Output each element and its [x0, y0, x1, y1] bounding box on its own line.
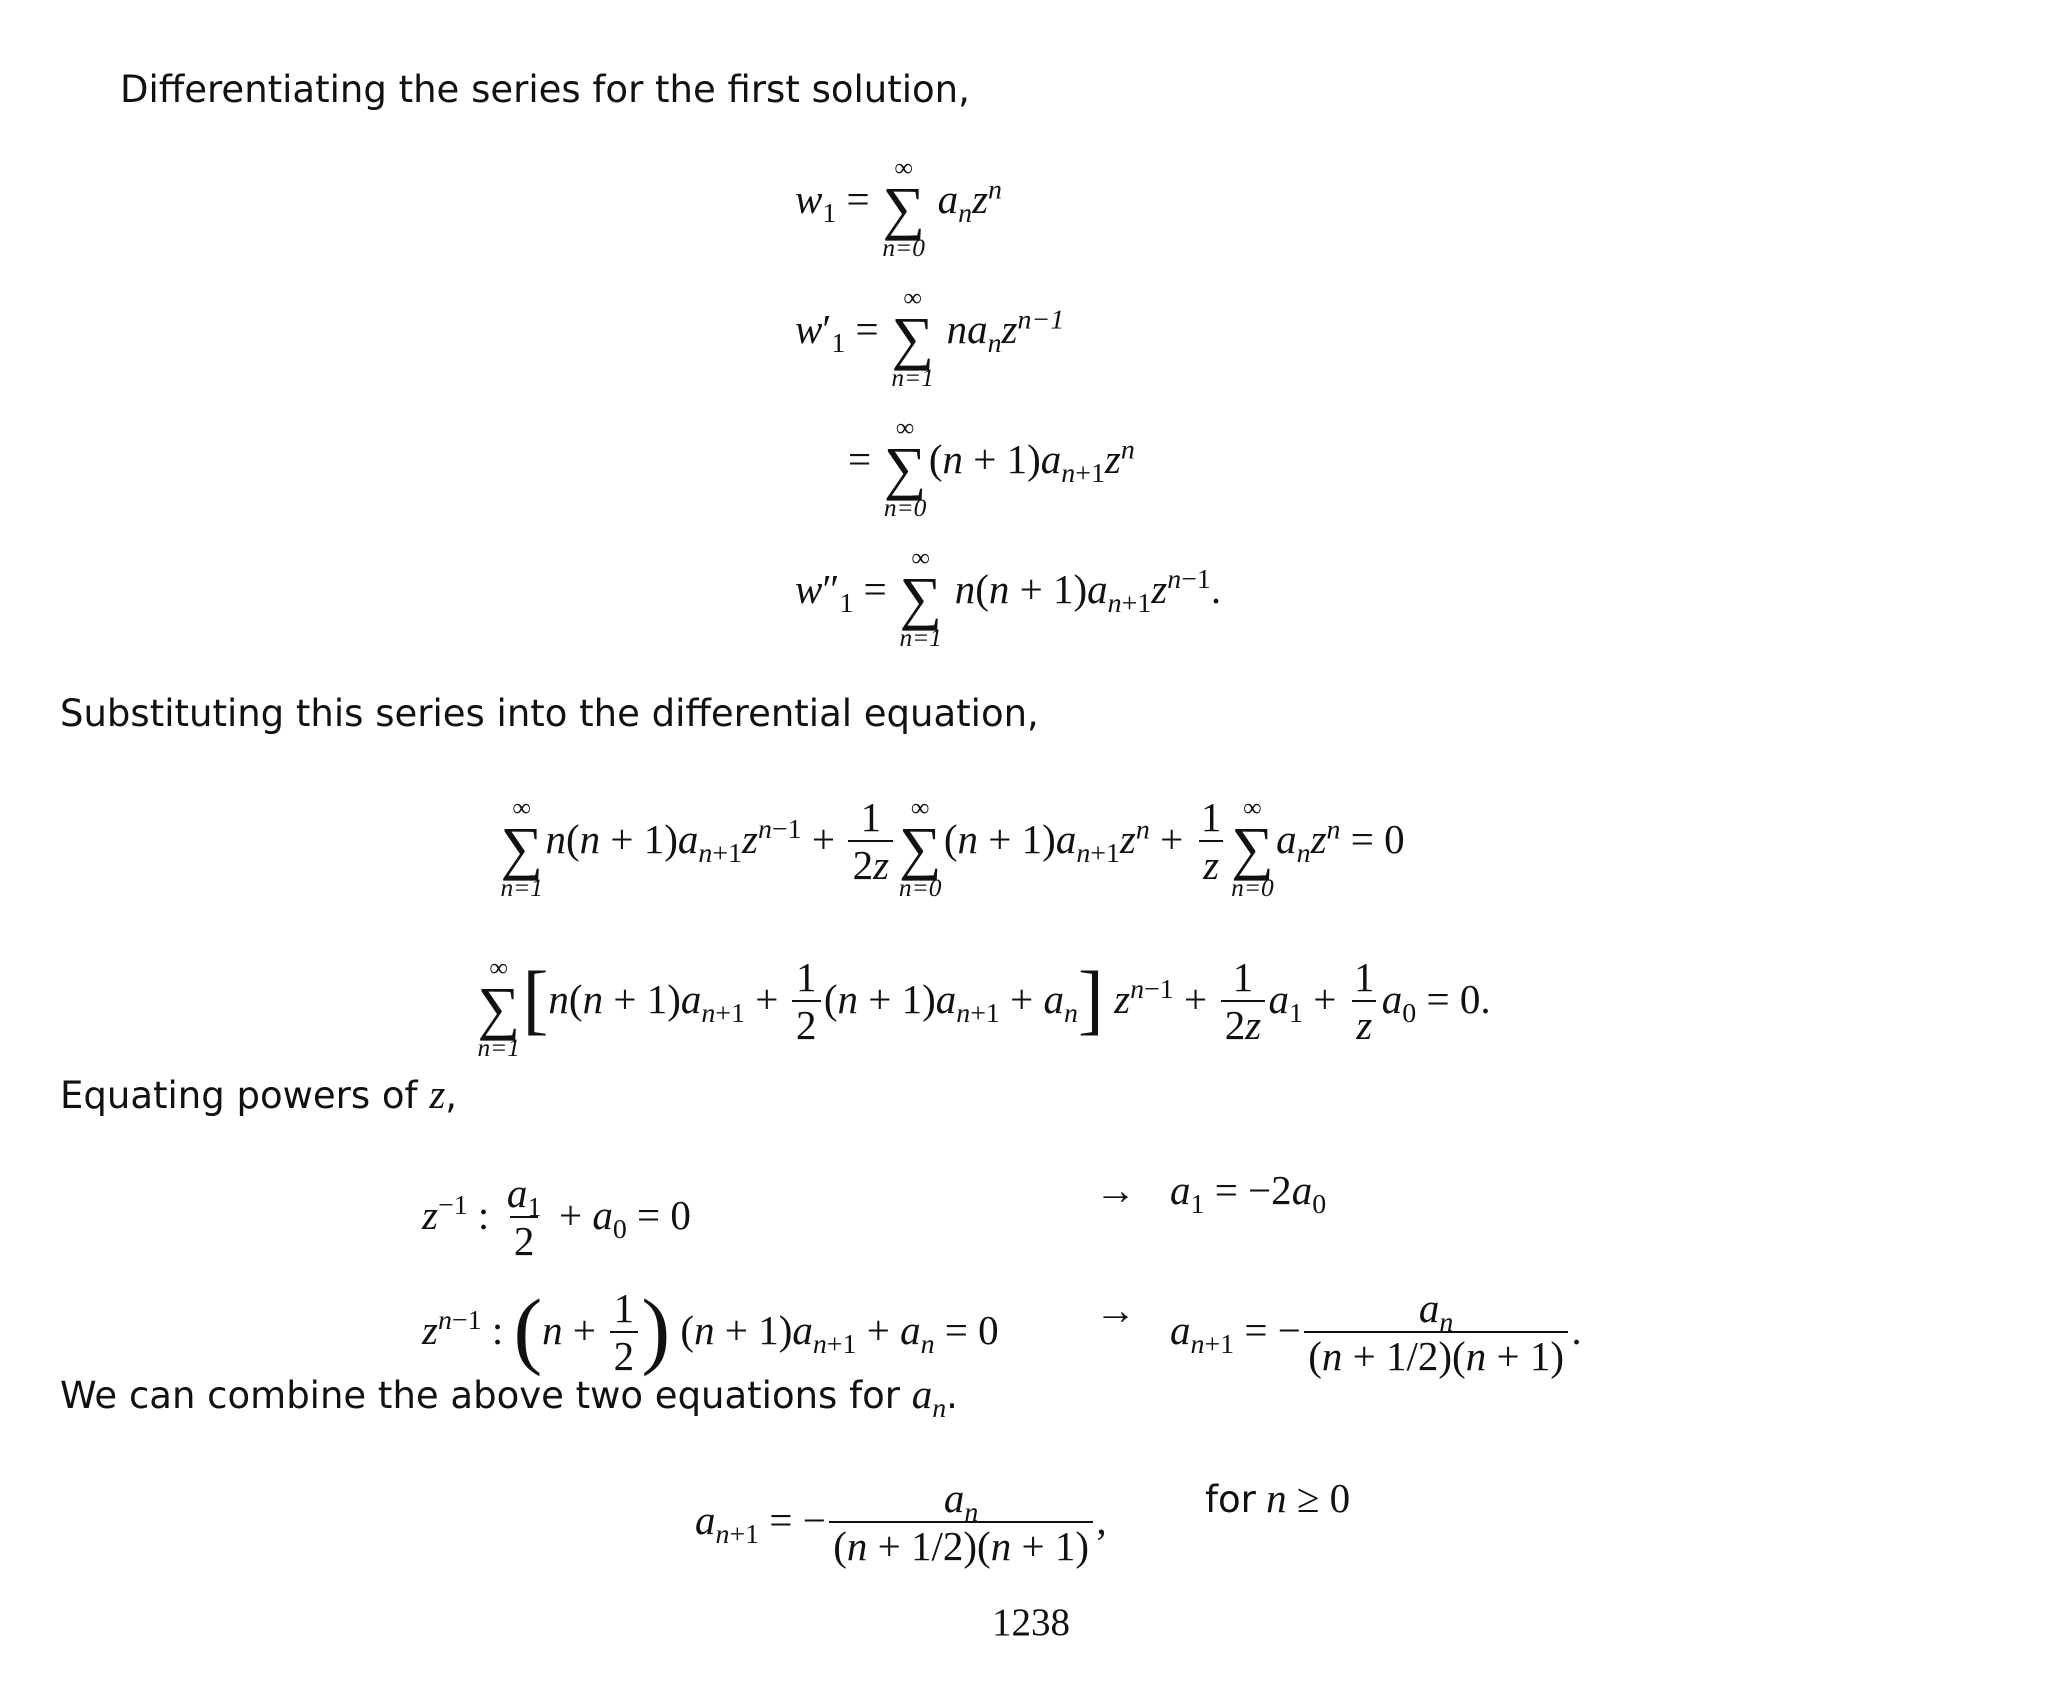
eq-substituted: ∞ ∑ n=1 $n(n + 1)a_{n+1}z^{n-1}$ + $\frac{1}{2z}$ ∞ ∑ n=0 $(n + 1)a_{n+1}z^n$ + $\frac{1}{z}$ ∞ ∑ n=0 $a_nz^n = 0$	[500, 793, 1405, 903]
arrow-1: →	[1095, 1167, 1136, 1213]
page-number: 1238	[992, 1601, 1070, 1644]
eq-power-z-minus-1: $z^{-1}$ : $\frac{a_1}{2}$ + $a_0 = 0$	[422, 1169, 691, 1264]
paragraph-combine: We can combine the above two equations for $a_n$.	[60, 1371, 958, 1425]
eq-w1-double-prime: $w''_1$ = ∞ ∑ n=1 $n(n + 1)a_{n+1}z^{n-1}$.	[795, 543, 1222, 653]
eq-recurrence-result: $a_{n+1}$ = − $\frac{a_n}{(n + 1/2)(n + 1)}$ .	[1170, 1284, 1582, 1379]
eq-a1-result: $a_1 = -2a_0$	[1170, 1167, 1327, 1221]
eq-w1-prime-shifted: = ∞ ∑ n=0 $(n + 1)a_{n+1}z^n$	[848, 413, 1135, 523]
eq-final-recurrence: $a_{n+1}$ = − $\frac{a_n}{(n + 1/2)(n + 1)}$ ,	[695, 1474, 1107, 1569]
eq-w1: $w_1$ = ∞ ∑ n=0 $a_nz^n$	[795, 153, 1002, 263]
eq-w1-prime: $w'_1$ = ∞ ∑ n=1 $na_nz^{n-1}$	[795, 283, 1065, 393]
paragraph-substituting: Substituting this series into the differential equation,	[60, 692, 1039, 735]
eq-combined-bracket: ∞ ∑ n=1 [$n(n + 1)a_{n+1}$ + $\frac{1}{2}$ $(n + 1)a_{n+1} + a_n$] $z^{n-1}$ + $\frac{1}{2z}$ $a_1$ + $\frac{1}{z}$ $a_0 = 0$.	[477, 953, 1491, 1063]
eq-final-condition: for n ≥ 0	[1205, 1475, 1351, 1521]
arrow-2: →	[1095, 1287, 1136, 1333]
eq-power-z-n-minus-1: $z^{n-1}$ : (n + $\frac{1}{2}$ ) $(n + 1)a_{n+1} + a_n = 0$	[422, 1281, 999, 1379]
paragraph-intro: Differentiating the series for the first solution,	[120, 68, 970, 111]
paragraph-equating: Equating powers of z,	[60, 1071, 458, 1117]
